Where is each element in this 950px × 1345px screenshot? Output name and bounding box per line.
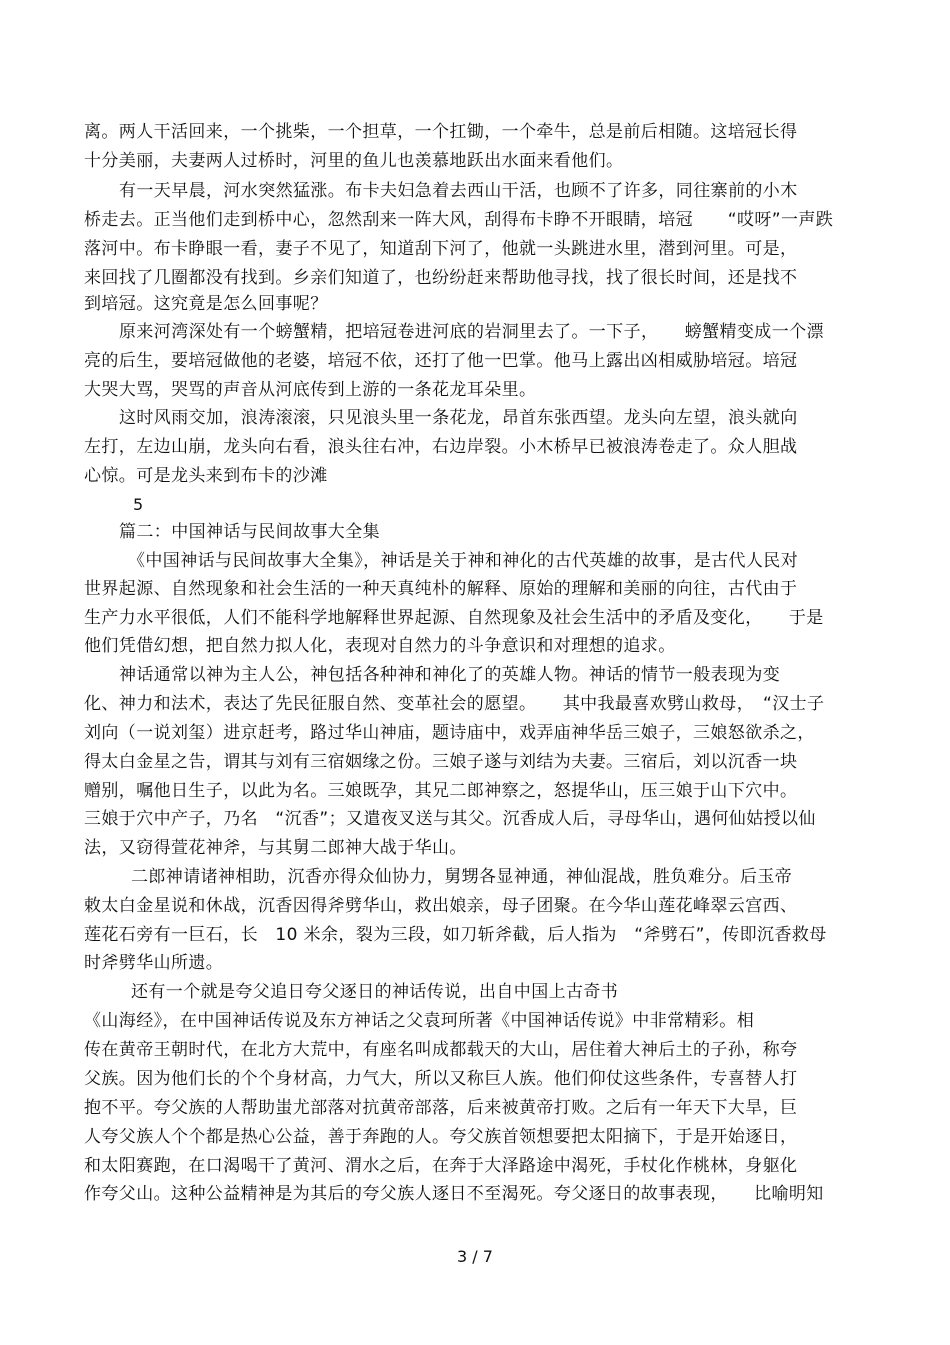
text-line: 人夸父族人个个都是热心公益，善于奔跑的人。夸父族首领想要把太阳摘下，于是开始逐日， [84, 1127, 798, 1147]
text-line: 十分美丽，夫妻两人过桥时，河里的鱼儿也羡慕地跃出水面来看他们。 [84, 151, 624, 171]
text-line: 作夸父山。这种公益精神是为其后的夸父族人逐日不至渴死。夸父逐日的故事表现， 比喻明知 [84, 1184, 824, 1204]
text-line: 来回找了几圈都没有找到。乡亲们知道了，也纷纷赶来帮助他寻找，找了很长时间，还是找不 [84, 268, 798, 288]
text-line: 传在黄帝王朝时代，在北方大荒中，有座名叫成都载天的大山，居住着大神后土的子孙，称夸 [84, 1040, 798, 1060]
text-line: 离。两人干活回来，一个挑柴，一个担草，一个扛锄，一个牵牛，总是前后相随。这培冠长得 [84, 122, 798, 142]
text-line: 他们凭借幻想，把自然力拟人化，表现对自然力的斗争意识和对理想的追求。 [84, 636, 676, 656]
text-line: 亮的后生，要培冠做他的老婆，培冠不依，还打了他一巴掌。他马上露出凶相威胁培冠。培冠 [84, 351, 798, 371]
text-line: 左打，左边山崩，龙头向右看，浪头往右冲，右边岸裂。小木桥早已被浪涛卷走了。众人胆战 [84, 437, 798, 457]
text-line: 二郎神请诸神相助，沉香亦得众仙协力，舅甥各显神通，神仙混战，胜负难分。后玉帝 [131, 867, 793, 887]
text-line: 三娘于穴中产子，乃名 “沉香”；又遣夜叉送与其父。沉香成人后，寻母华山，遇何仙姑授以仙 [84, 809, 816, 829]
text-line: 心惊。可是龙头来到布卡的沙滩 [84, 466, 328, 486]
text-line: 《山海经》，在中国神话传说及东方神话之父袁珂所著《中国神话传说》中非常精彩。相 [84, 1011, 755, 1031]
text-line: 还有一个就是夸父追日夸父逐日的神话传说，出自中国上古奇书 [131, 982, 619, 1002]
page-marker: 5 [133, 495, 144, 514]
text-line: 落河中。布卡睁眼一看，妻子不见了，知道刮下河了，他就一头跳进水里，潜到河里。可是， [84, 239, 798, 259]
text-line: 父族。因为他们长的个个身材高，力气大，所以又称巨人族。他们仰仗这些条件，专喜替人打 [84, 1069, 798, 1089]
text-line: 时斧劈华山所遗。 [84, 953, 224, 973]
text-line: 化、神力和法术，表达了先民征服自然、变革社会的愿望。 其中我最喜欢劈山救母， “汉士子 [84, 694, 825, 714]
page-footer: 3 / 7 [457, 1247, 493, 1266]
text-line: 桥走去。正当他们走到桥中心，忽然刮来一阵大风，刮得布卡睁不开眼睛，培冠 “哎呀”一声跌 [84, 210, 834, 230]
text-line: 《中国神话与民间故事大全集》，神话是关于神和神化的古代英雄的故事，是古代人民对 [128, 551, 799, 571]
text-line: 抱不平。夸父族的人帮助蚩尤部落对抗黄帝部落，后来被黄帝打败。之后有一年天下大旱，巨 [84, 1098, 798, 1118]
text-line: 有一天早晨，河水突然猛涨。布卡夫妇急着去西山干活，也顾不了许多，同往寨前的小木 [119, 181, 798, 201]
text-line: 敕太白金星说和休战，沉香因得斧劈华山，救出娘亲，母子团聚。在今华山莲花峰翠云宫西、 [84, 896, 798, 916]
text-line: 赠别，嘱他日生子，以此为名。三娘既孕，其兄二郎神察之，怒提华山，压三娘于山下穴中。 [84, 781, 798, 801]
section-heading: 篇二：中国神话与民间故事大全集 [119, 522, 380, 542]
text-line: 得太白金星之告，谓其与刘有三宿姻缘之份。三娘子遂与刘结为夫妻。三宿后，刘以沉香一块 [84, 752, 798, 772]
text-line: 生产力水平很低，人们不能科学地解释世界起源、自然现象及社会生活中的矛盾及变化， 于是 [84, 608, 824, 628]
text-line: 刘向（一说刘玺）进京赶考，路过华山神庙，题诗庙中，戏弄庙神华岳三娘子，三娘怒欲杀之， [84, 723, 815, 743]
text-line: 和太阳赛跑，在口渴喝干了黄河、渭水之后，在奔于大泽路途中渴死，手杖化作桃林，身躯化 [84, 1156, 798, 1176]
text-line: 原来河湾深处有一个螃蟹精，把培冠卷进河底的岩洞里去了。一下子， 螃蟹精变成一个漂 [119, 322, 824, 342]
text-line: 大哭大骂，哭骂的声音从河底传到上游的一条花龙耳朵里。 [84, 380, 537, 400]
text-line: 到培冠。这究竟是怎么回事呢？ [84, 294, 328, 314]
text-line: 这时风雨交加，浪涛滚滚，只见浪头里一条花龙，昂首东张西望。龙头向左望，浪头就向 [119, 408, 798, 428]
text-line: 莲花石旁有一巨石，长 10 米余，裂为三段，如刀斩斧截，后人指为 “斧劈石”，传即沉香救母 [84, 925, 827, 945]
text-line: 神话通常以神为主人公，神包括各种神和神化了的英雄人物。神话的情节一般表现为变 [119, 665, 781, 685]
text-line: 法，又窃得萱花神斧，与其舅二郎神大战于华山。 [84, 838, 467, 858]
text-line: 世界起源、自然现象和社会生活的一种天真纯朴的解释、原始的理解和美丽的向往，古代由于 [84, 579, 798, 599]
